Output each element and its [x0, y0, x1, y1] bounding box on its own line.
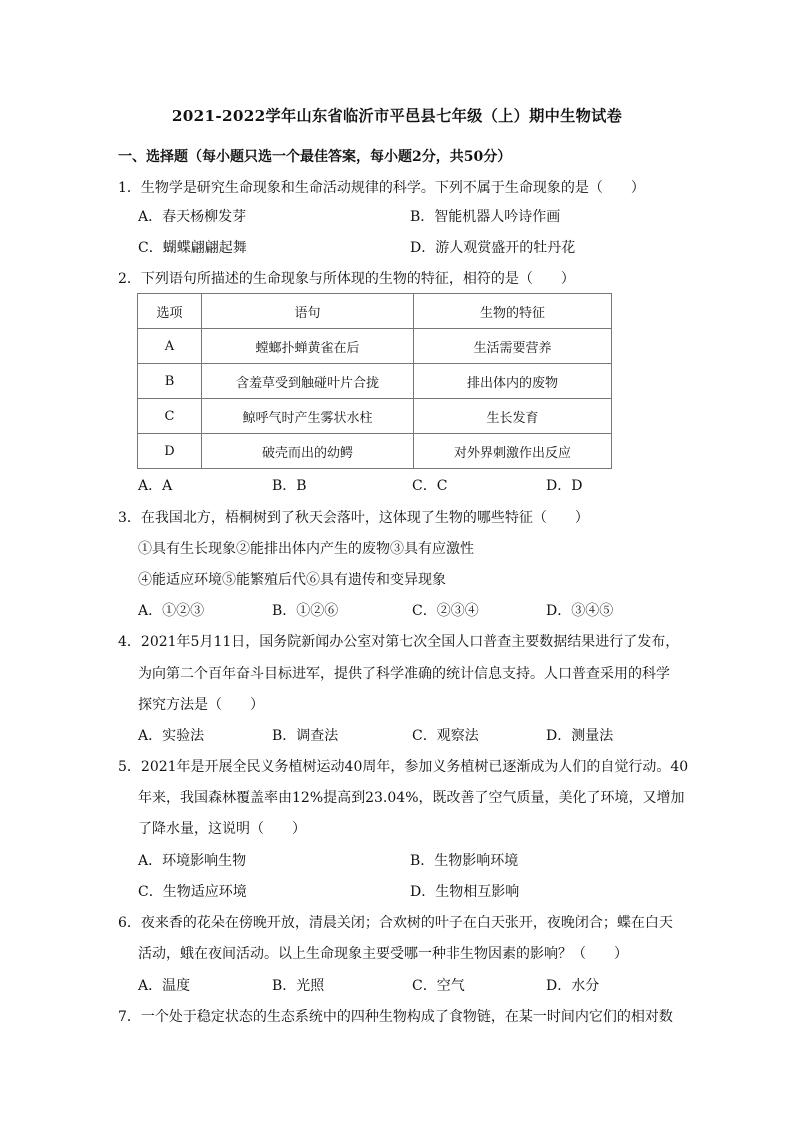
table-cell: 排出体内的废物	[414, 364, 612, 399]
question-5-stem-cont: 年来，我国森林覆盖率由12%提高到23.04%，既改善了空气质量，美化了环境，又增加	[138, 790, 685, 806]
question-5-stem-cont: 了降水量，这说明（ ）	[138, 821, 306, 837]
table-header-cell: 选项	[138, 294, 202, 329]
q6-option-c: C．空气	[412, 978, 465, 994]
exam-title: 2021-2022学年山东省临沂市平邑县七年级（上）期中生物试卷	[171, 107, 623, 125]
q4-option-b: B．调查法	[272, 728, 339, 744]
table-row	[138, 329, 612, 364]
q5-option-c: C．生物适应环境	[138, 884, 247, 900]
q5-option-d: D．生物相互影响	[410, 884, 520, 900]
table-row	[138, 434, 612, 469]
table-row	[138, 399, 612, 434]
q4-option-d: D．测量法	[546, 728, 614, 744]
q3-option-c: C．②③④	[412, 603, 479, 619]
question-7-stem: 7．一个处于稳定状态的生态系统中的四种生物构成了食物链，在某一时间内它们的相对数	[118, 1009, 673, 1025]
q3-option-b: B．①②⑥	[272, 603, 339, 619]
question-1-stem: 1．生物学是研究生命现象和生命活动规律的科学。下列不属于生命现象的是（ ）	[118, 180, 645, 196]
table-cell: A	[138, 329, 202, 364]
table-cell: 鲸呼气时产生雾状水柱	[202, 399, 414, 434]
question-5-stem: 5．2021年是开展全民义务植树运动40周年，参加义务植树已逐渐成为人们的自觉行动。40	[118, 759, 689, 775]
table-cell: 对外界刺激作出反应	[414, 434, 612, 469]
q6-option-a: A．温度	[138, 978, 191, 994]
q3-statement-line: ④能适应环境⑤能繁殖后代⑥具有遗传和变异现象	[138, 572, 446, 588]
q2-option-b: B．B	[272, 478, 307, 494]
question-6-stem-cont: 活动，蛾在夜间活动。以上生命现象主要受哪一种非生物因素的影响？（ ）	[138, 946, 628, 962]
table-cell: 破壳而出的幼鳄	[202, 434, 414, 469]
q5-option-a: A．环境影响生物	[138, 853, 247, 869]
q4-option-c: C．观察法	[412, 728, 479, 744]
q5-option-b: B．生物影响环境	[410, 853, 519, 869]
table-cell: 生长发育	[414, 399, 612, 434]
table-cell: D	[138, 434, 202, 469]
table-cell: 螳螂扑蝉黄雀在后	[202, 329, 414, 364]
q1-option-b: B．智能机器人吟诗作画	[410, 209, 561, 225]
q6-option-d: D．水分	[546, 978, 600, 994]
q2-table	[137, 293, 612, 469]
table-row	[138, 364, 612, 399]
q2-option-d: D．D	[546, 478, 583, 494]
table-header-cell: 语句	[202, 294, 414, 329]
q1-option-c: C．蝴蝶翩翩起舞	[138, 240, 247, 256]
table-cell: 生活需要营养	[414, 329, 612, 364]
section-heading: 一、选择题（每小题只选一个最佳答案，每小题2分，共50分）	[118, 149, 512, 165]
table-cell: 含羞草受到触碰叶片合拢	[202, 364, 414, 399]
question-4-stem-cont: 为向第二个百年奋斗目标进军，提供了科学准确的统计信息支持。人口普查采用的科学	[138, 666, 670, 682]
q3-option-d: D．③④⑤	[546, 603, 614, 619]
table-cell: B	[138, 364, 202, 399]
q1-option-d: D．游人观赏盛开的牡丹花	[410, 240, 576, 256]
table-header-cell: 生物的特征	[414, 294, 612, 329]
question-4-stem: 4．2021年5月11日，国务院新闻办公室对第七次全国人口普查主要数据结果进行了发布，	[118, 634, 680, 650]
q2-option-a: A．A	[138, 478, 173, 494]
question-3-stem: 3．在我国北方，梧桐树到了秋天会落叶，这体现了生物的哪些特征（ ）	[118, 510, 589, 526]
q1-option-a: A．春天杨柳发芽	[138, 209, 247, 225]
q3-statement-line: ①具有生长现象②能排出体内产生的废物③具有应激性	[138, 541, 474, 557]
question-4-stem-cont: 探究方法是（ ）	[138, 697, 264, 713]
table-cell: C	[138, 399, 202, 434]
q3-option-a: A．①②③	[138, 603, 205, 619]
q2-option-c: C．C	[412, 478, 448, 494]
question-2-stem: 2．下列语句所描述的生命现象与所体现的生物的特征，相符的是（ ）	[118, 271, 575, 287]
q6-option-b: B．光照	[272, 978, 325, 994]
q4-option-a: A．实验法	[138, 728, 205, 744]
question-6-stem: 6．夜来香的花朵在傍晚开放，清晨关闭；合欢树的叶子在白天张开，夜晚闭合；蝶在白天	[118, 915, 673, 931]
table-header-row	[138, 294, 612, 329]
